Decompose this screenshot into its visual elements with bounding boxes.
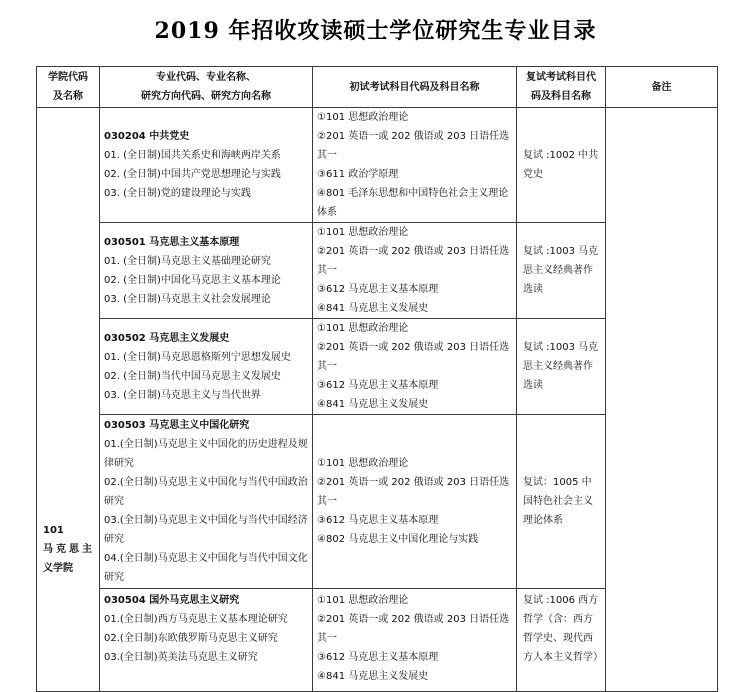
school-name-line: 马克思主 bbox=[43, 544, 95, 555]
initial-exam-cell bbox=[313, 589, 517, 692]
school-name-line: 义学院 bbox=[43, 563, 73, 574]
major-title: 030504 国外马克思主义研究 bbox=[104, 595, 240, 606]
exam-subject: ③612 马克思主义基本原理 bbox=[317, 515, 439, 526]
retest-cell bbox=[517, 319, 606, 415]
exam-subject: ①101 思想政治理论 bbox=[317, 227, 409, 238]
research-direction: 02. (全日制)当代中国马克思主义发展史 bbox=[104, 370, 281, 382]
research-direction: 03. (全日制)马克思主义社会发展理论 bbox=[104, 293, 271, 305]
initial-exam-cell bbox=[313, 415, 517, 589]
exam-subject: ②201 英语一或 202 俄语或 203 日语任选其一 bbox=[317, 477, 510, 507]
exam-subject: ④841 马克思主义发展史 bbox=[317, 399, 429, 410]
research-direction: 03.(全日制)马克思主义中国化与当代中国经济研究 bbox=[104, 515, 308, 545]
exam-subject: ②201 英语一或 202 俄语或 203 日语任选其一 bbox=[317, 246, 510, 276]
major-cell bbox=[100, 319, 313, 415]
major-cell bbox=[100, 589, 313, 692]
research-direction: 01. (全日制)马克思恩格斯列宁思想发展史 bbox=[104, 351, 291, 363]
research-direction: 04.(全日制)马克思主义中国化与当代中国文化研究 bbox=[104, 553, 308, 583]
school-code: 101 bbox=[43, 525, 64, 536]
research-direction: 02. (全日制)中国共产党思想理论与实践 bbox=[104, 169, 281, 180]
major-cell bbox=[100, 223, 313, 319]
exam-subject: ④841 马克思主义发展史 bbox=[317, 671, 429, 682]
exam-subject: ①101 思想政治理论 bbox=[317, 323, 409, 334]
exam-subject: ④841 马克思主义发展史 bbox=[317, 303, 429, 314]
research-direction: 03. (全日制)党的建设理论与实践 bbox=[104, 188, 251, 199]
research-direction: 01.(全日制)西方马克思主义基本理论研究 bbox=[104, 614, 288, 625]
research-direction: 01. (全日制)国共关系史和海峡两岸关系 bbox=[104, 150, 281, 161]
exam-subject: ③611 政治学原理 bbox=[317, 169, 399, 180]
remarks-cell bbox=[606, 108, 718, 692]
exam-subject: ②201 英语一或 202 俄语或 203 日语任选其一 bbox=[317, 342, 510, 372]
major-title: 030503 马克思主义中国化研究 bbox=[104, 420, 250, 431]
major-cell bbox=[100, 108, 313, 223]
retest-subject: 复试 :1003 马克思主义经典著作选读 bbox=[523, 246, 599, 295]
retest-subject: 复试：1005 中国特色社会主义理论体系 bbox=[523, 477, 593, 526]
major-cell bbox=[100, 415, 313, 589]
exam-subject: ③612 马克思主义基本原理 bbox=[317, 380, 439, 391]
research-direction: 01. (全日制)马克思主义基础理论研究 bbox=[104, 255, 271, 267]
exam-subject: ①101 思想政治理论 bbox=[317, 112, 409, 123]
major-title: 030502 马克思主义发展史 bbox=[104, 332, 230, 344]
major-title: 030204 中共党史 bbox=[104, 131, 190, 142]
retest-cell bbox=[517, 589, 606, 692]
exam-subject: ①101 思想政治理论 bbox=[317, 595, 409, 606]
exam-subject: ③612 马克思主义基本原理 bbox=[317, 652, 439, 663]
retest-cell bbox=[517, 415, 606, 589]
exam-subject: ④801 毛泽东思想和中国特色社会主义理论体系 bbox=[317, 188, 509, 218]
initial-exam-cell bbox=[313, 223, 517, 319]
school-cell bbox=[37, 108, 100, 692]
initial-exam-cell bbox=[313, 108, 517, 223]
header-major: 专业代码、专业名称、 研究方向代码、研究方向名称 bbox=[100, 67, 313, 108]
research-direction: 02.(全日制)马克思主义中国化与当代中国政治研究 bbox=[104, 477, 308, 507]
retest-subject: 复试 :1003 马克思主义经典著作选读 bbox=[523, 342, 599, 391]
exam-subject: ②201 英语一或 202 俄语或 203 日语任选其一 bbox=[317, 131, 510, 161]
page-title: 2019 年招收攻读硕士学位研究生专业目录 bbox=[154, 18, 597, 44]
exam-subject: ③612 马克思主义基本原理 bbox=[317, 284, 439, 295]
header-remarks: 备注 bbox=[606, 67, 718, 108]
initial-exam-cell bbox=[313, 319, 517, 415]
table-row bbox=[37, 108, 718, 223]
retest-cell bbox=[517, 223, 606, 319]
major-title: 030501 马克思主义基本原理 bbox=[104, 236, 240, 248]
research-direction: 02. (全日制)中国化马克思主义基本理论 bbox=[104, 274, 281, 286]
research-direction: 01.(全日制)马克思主义中国化的历史进程及规律研究 bbox=[104, 439, 308, 469]
research-direction: 03. (全日制)马克思主义与当代世界 bbox=[104, 389, 261, 401]
research-direction: 03.(全日制)英美法马克思主义研究 bbox=[104, 652, 258, 663]
exam-subject: ②201 英语一或 202 俄语或 203 日语任选其一 bbox=[317, 614, 510, 644]
header-retest: 复试考试科目代 码及科目名称 bbox=[517, 67, 606, 108]
retest-cell bbox=[517, 108, 606, 223]
retest-subject: 复试 :1002 中共党史 bbox=[523, 150, 599, 180]
research-direction: 02.(全日制)东欧俄罗斯马克思主义研究 bbox=[104, 633, 278, 644]
retest-subject: 复试 :1006 西方哲学（含：西方哲学史、现代西方人本主义哲学） bbox=[523, 595, 603, 663]
exam-subject: ④802 马克思主义中国化理论与实践 bbox=[317, 534, 479, 545]
header-school: 学院代码 及名称 bbox=[37, 67, 100, 108]
table-header-row bbox=[37, 67, 718, 108]
header-initial-exam: 初试考试科目代码及科目名称 bbox=[313, 67, 517, 108]
exam-subject: ①101 思想政治理论 bbox=[317, 458, 409, 469]
catalog-table bbox=[36, 66, 718, 692]
